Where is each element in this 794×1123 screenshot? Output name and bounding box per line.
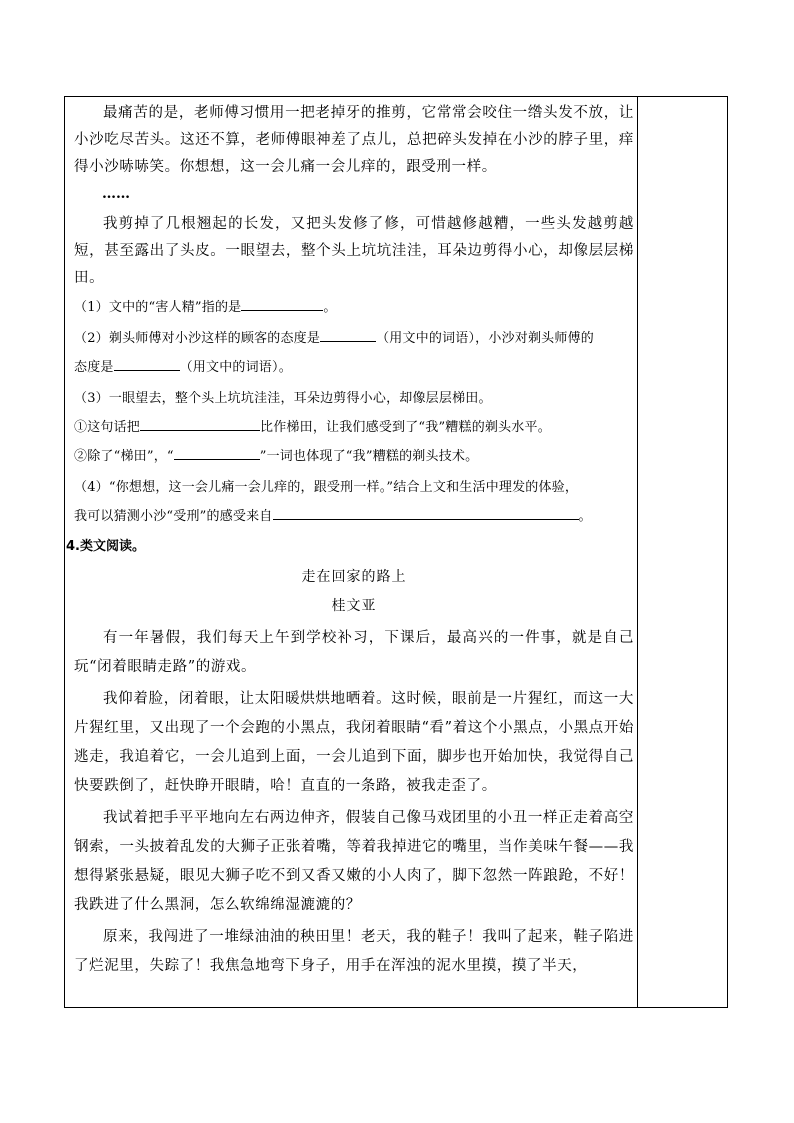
question-2-cont — [74, 353, 634, 382]
passage-paragraph: 原来，我闯进了一堆绿油油的秧田里！老天，我的鞋子！我叫了起来，鞋子陷进了烂泥里，失踪了！我焦急地弯下身子，用手在浑浊的泥水里摸，摸了半天， — [74, 929, 634, 974]
section-heading: 4.类文阅读。 — [66, 539, 145, 554]
passage-excerpt — [74, 100, 634, 292]
question-text: 。 — [323, 300, 337, 315]
question-text: 我可以猜测小沙“受刑”的感受来自 — [74, 509, 273, 524]
question-list — [74, 293, 634, 531]
question-text: （用文中的词语），小沙对剃头师傅的 — [376, 331, 594, 346]
question-text: ①这句话把 — [74, 420, 141, 435]
question-4: （4）“你想想，这一会儿痛一会儿痒的，跟受刑一样。”结合上文和生活中理发的体验， — [74, 480, 579, 495]
table-column-divider — [637, 96, 638, 1008]
question-2 — [74, 324, 634, 353]
question-3: （3）一眼望去，整个头上坑坑洼洼，耳朵边剪得小心，却像层层梯田。 — [74, 391, 492, 406]
question-text: （1）文中的“害人精”指的是 — [74, 300, 242, 315]
question-text: ②除了“梯田”，“ — [74, 449, 174, 464]
passage-paragraph: 我仰着脸，闭着眼，让太阳暖烘烘地晒着。这时候，眼前是一片猩红，而这一大片猩红里，又出现了一个会跑的小黑点，我闭着眼睛“看”着这个小黑点，小黑点开始逃走，我追着它，一会儿追到上面，一会儿追到下面，脚步也开始加快，我觉得自己快要跌倒了，赶快睁开眼睛，哈！直直的一条路，被我走歪了。 — [74, 691, 634, 794]
answer-blank[interactable] — [140, 418, 260, 431]
question-text: ”一词也体现了“我”糟糕的剃头技术。 — [259, 449, 479, 464]
answer-blank[interactable] — [273, 507, 579, 520]
passage-author: 桂文亚 — [331, 598, 377, 614]
question-3-1 — [74, 413, 634, 442]
ellipsis: …… — [102, 186, 130, 202]
passage-title: 走在回家的路上 — [301, 569, 407, 585]
worksheet-content — [66, 98, 634, 981]
answer-blank[interactable] — [114, 358, 180, 371]
question-text: （用文中的词语）。 — [179, 360, 292, 375]
passage-paragraph: 最痛苦的是，老师傅习惯用一把老掉牙的推剪，它常常会咬住一绺头发不放，让小沙吃尽苦头。这还不算，老师傅眼神差了点儿，总把碎头发掉在小沙的脖子里，痒得小沙哧哧笑。你想想，这一会儿痛一会儿痒的，跟受刑一样。 — [74, 105, 634, 175]
answer-blank[interactable] — [241, 298, 323, 311]
answer-blank[interactable] — [320, 329, 376, 342]
reading-passage — [74, 563, 634, 981]
passage-paragraph: 有一年暑假，我们每天上午到学校补习，下课后，最高兴的一件事，就是自己玩“闭着眼睛走路”的游戏。 — [74, 630, 634, 675]
question-3-2 — [74, 442, 634, 471]
question-text: 比作梯田，让我们感受到了“我”糟糕的剃头水平。 — [260, 420, 551, 435]
question-text: 。 — [578, 509, 592, 524]
question-text: （2）剃头师傅对小沙这样的顾客的态度是 — [74, 331, 321, 346]
answer-blank[interactable] — [174, 447, 260, 460]
passage-paragraph: 我剪掉了几根翘起的长发，又把头发修了修，可惜越修越糟，一些头发越剪越短，甚至露出了头皮。一眼望去，整个头上坑坑洼洼，耳朵边剪得小心，却像层层梯田。 — [74, 216, 634, 286]
question-text: 态度是 — [74, 360, 114, 375]
question-1 — [74, 293, 634, 322]
question-4-cont — [74, 502, 634, 531]
passage-paragraph: 我试着把手平平地向左右两边伸齐，假装自己像马戏团里的小丑一样正走着高空钢索，一头披着乱发的大狮子正张着嘴，等着我掉进它的嘴里，当作美味午餐——我想得紧张悬疑，眼见大狮子吃不到又香又嫩的小人肉了，脚下忽然一阵踉跄，不好！我跌进了什么黑洞，怎么软绵绵湿漉漉的？ — [74, 810, 634, 913]
